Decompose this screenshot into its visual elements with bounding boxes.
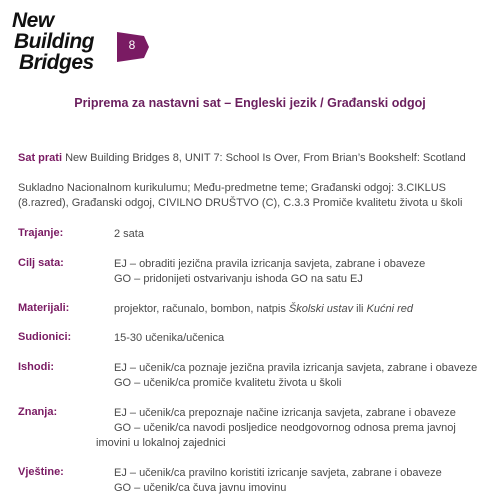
trajanje-value: 2 sata (114, 228, 144, 240)
trajanje-label: Trajanje: (18, 227, 64, 239)
vjestine-line-1: EJ – učenik/ca pravilno koristiti izricanje savjeta, zabrane i obaveze (114, 467, 442, 479)
materijali-or: ili (353, 303, 367, 315)
znanja-line-2: GO – učenik/ca navodi posljedice neodgovornog odnosa prema javnoj (114, 422, 456, 434)
vjestine-line-2: GO – učenik/ca čuva javnu imovinu (114, 482, 287, 494)
materijali-label: Materijali: (18, 302, 70, 314)
znanja-line-3: imovini u lokalnoj zajednici (96, 437, 226, 449)
new-building-bridges-logo (12, 10, 152, 88)
sat-prati-row (18, 151, 488, 166)
sudionici-value: 15-30 učenika/učenica (114, 332, 225, 344)
grade-number: 8 (128, 38, 136, 52)
sukladno-line-1: Sukladno Nacionalnom kurikulumu; Među-predmetne teme; Građanski odgoj: 3.CIKLUS (18, 182, 446, 194)
grade-badge (114, 30, 150, 64)
ishodi-line-1: EJ – učenik/ca poznaje jezična pravila izricanja savjeta, zabrane i obaveze (114, 362, 478, 374)
cilj-sata-line-1: EJ – obraditi jezična pravila izricanja savjeta, zabrane i obaveze (114, 258, 426, 270)
sukladno-line-2: (8.razred), Građanski odgoj, CIVILNO DRUŠTVO (C), C.3.3 Promiče kvalitetu života u školi (18, 197, 463, 209)
logo-line-3: Bridges (19, 51, 94, 74)
cilj-sata-line-2: GO – pridonijeti ostvarivanju ishoda GO na satu EJ (114, 273, 363, 285)
logo-line-1: New (12, 9, 54, 32)
materijali-text: projektor, računalo, bombon, natpis (114, 303, 289, 315)
znanja-label: Znanja: (18, 406, 58, 418)
sudionici-label: Sudionici: (18, 331, 72, 343)
znanja-line-1: EJ – učenik/ca prepoznaje načine izricanja savjeta, zabrane i obaveze (114, 407, 456, 419)
sat-prati-label: Sat prati (18, 152, 63, 164)
kucni-red-text: Kućni red (366, 303, 414, 315)
vjestine-label: Vještine: (18, 466, 64, 478)
cilj-sata-label: Cilj sata: (18, 257, 64, 269)
skolski-ustav-text: Školski ustav (288, 303, 354, 315)
sat-prati-text: New Building Bridges 8, UNIT 7: School Is Over, From Brian’s Bookshelf: Scotland (65, 152, 466, 164)
ishodi-label: Ishodi: (18, 361, 55, 373)
logo-line-2: Building (14, 30, 94, 53)
ishodi-line-2: GO – učenik/ca promiče kvalitetu života u školi (114, 377, 342, 389)
materijali-value (114, 302, 413, 317)
page-title: Priprema za nastavni sat – Engleski jezik / Građanski odgoj (74, 96, 426, 110)
